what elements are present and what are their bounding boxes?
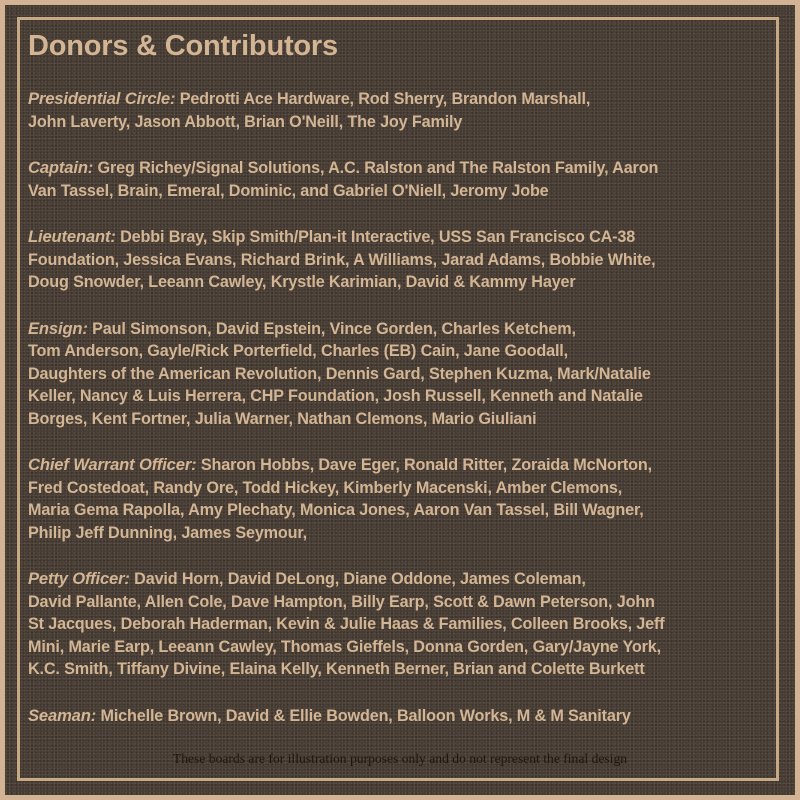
donor-tier: [28, 226, 768, 294]
donor-line: Borges, Kent Fortner, Julia Warner, Nathan Clemons, Mario Giuliani: [28, 409, 537, 428]
donor-line: John Laverty, Jason Abbott, Brian O'Neill, The Joy Family: [28, 112, 463, 131]
donor-tier-list: [28, 88, 768, 751]
donor-tier: [28, 318, 768, 431]
tier-name: Captain:: [28, 158, 94, 177]
donor-line: Debbi Bray, Skip Smith/Plan-it Interactive, USS San Francisco CA-38: [120, 228, 636, 246]
donor-line: St Jacques, Deborah Haderman, Kevin & Julie Haas & Families, Colleen Brooks, Jeff: [28, 615, 665, 633]
donor-line: Philip Jeff Dunning, James Seymour,: [28, 523, 307, 542]
donor-line: Sharon Hobbs, Dave Eger, Ronald Ritter, Zoraida McNorton,: [200, 456, 652, 474]
donor-line: Doug Snowder, Leeann Cawley, Krystle Karimian, David & Kammy Hayer: [28, 273, 576, 291]
donor-line: Maria Gema Rapolla, Amy Plechaty, Monica Jones, Aaron Van Tassel, Bill Wagner,: [28, 501, 644, 519]
disclaimer-note: These boards are for illustration purposes only and do not represent the final design: [172, 751, 628, 766]
donor-line: Fred Costedoat, Randy Ore, Todd Hickey, Kimberly Macenski, Amber Clemons,: [28, 478, 623, 497]
tier-name: Chief Warrant Officer:: [28, 455, 197, 474]
donor-line: Daughters of the American Revolution, Dennis Gard, Stephen Kuzma, Mark/Natalie: [28, 364, 651, 383]
donor-tier: [28, 568, 768, 681]
donor-line: K.C. Smith, Tiffany Divine, Elaina Kelly, Kenneth Berner, Brian and Colette Burkett: [28, 660, 645, 678]
plaque-title: Donors & Contributors: [28, 30, 338, 62]
donor-line: Van Tassel, Brain, Emeral, Dominic, and Gabriel O'Niell, Jeromy Jobe: [28, 181, 549, 200]
donor-tier: [28, 157, 768, 202]
donor-line: Foundation, Jessica Evans, Richard Brink, A Williams, Jarad Adams, Bobbie White,: [28, 250, 656, 269]
donor-tier: [28, 88, 768, 133]
donor-tier: [28, 705, 768, 728]
donor-line: Pedrotti Ace Hardware, Rod Sherry, Brandon Marshall,: [179, 90, 591, 108]
donor-line: David Pallante, Allen Cole, Dave Hampton, Billy Earp, Scott & Dawn Peterson, John: [28, 592, 655, 611]
donor-line: David Horn, David DeLong, Diane Oddone, James Coleman,: [134, 570, 586, 588]
donor-line: Greg Richey/Signal Solutions, A.C. Ralston and The Ralston Family, Aaron: [97, 159, 659, 177]
tier-name: Presidential Circle:: [28, 89, 176, 108]
donor-line: Mini, Marie Earp, Leeann Cawley, Thomas Gieffels, Donna Gorden, Gary/Jayne York,: [28, 637, 661, 656]
tier-name: Ensign:: [28, 318, 88, 338]
donor-line: Keller, Nancy & Luis Herrera, CHP Foundation, Josh Russell, Kenneth and Natalie: [28, 387, 643, 405]
tier-name: Lieutenant:: [28, 227, 116, 246]
donor-line: Michelle Brown, David & Ellie Bowden, Balloon Works, M & M Sanitary: [100, 706, 631, 725]
tier-name: Petty Officer:: [28, 569, 130, 588]
donor-line: Tom Anderson, Gayle/Rick Porterfield, Charles (EB) Cain, Jane Goodall,: [28, 342, 569, 360]
donor-tier: [28, 454, 768, 544]
tier-name: Seaman:: [28, 705, 97, 725]
donor-line: Paul Simonson, David Epstein, Vince Gorden, Charles Ketchem,: [92, 319, 576, 338]
